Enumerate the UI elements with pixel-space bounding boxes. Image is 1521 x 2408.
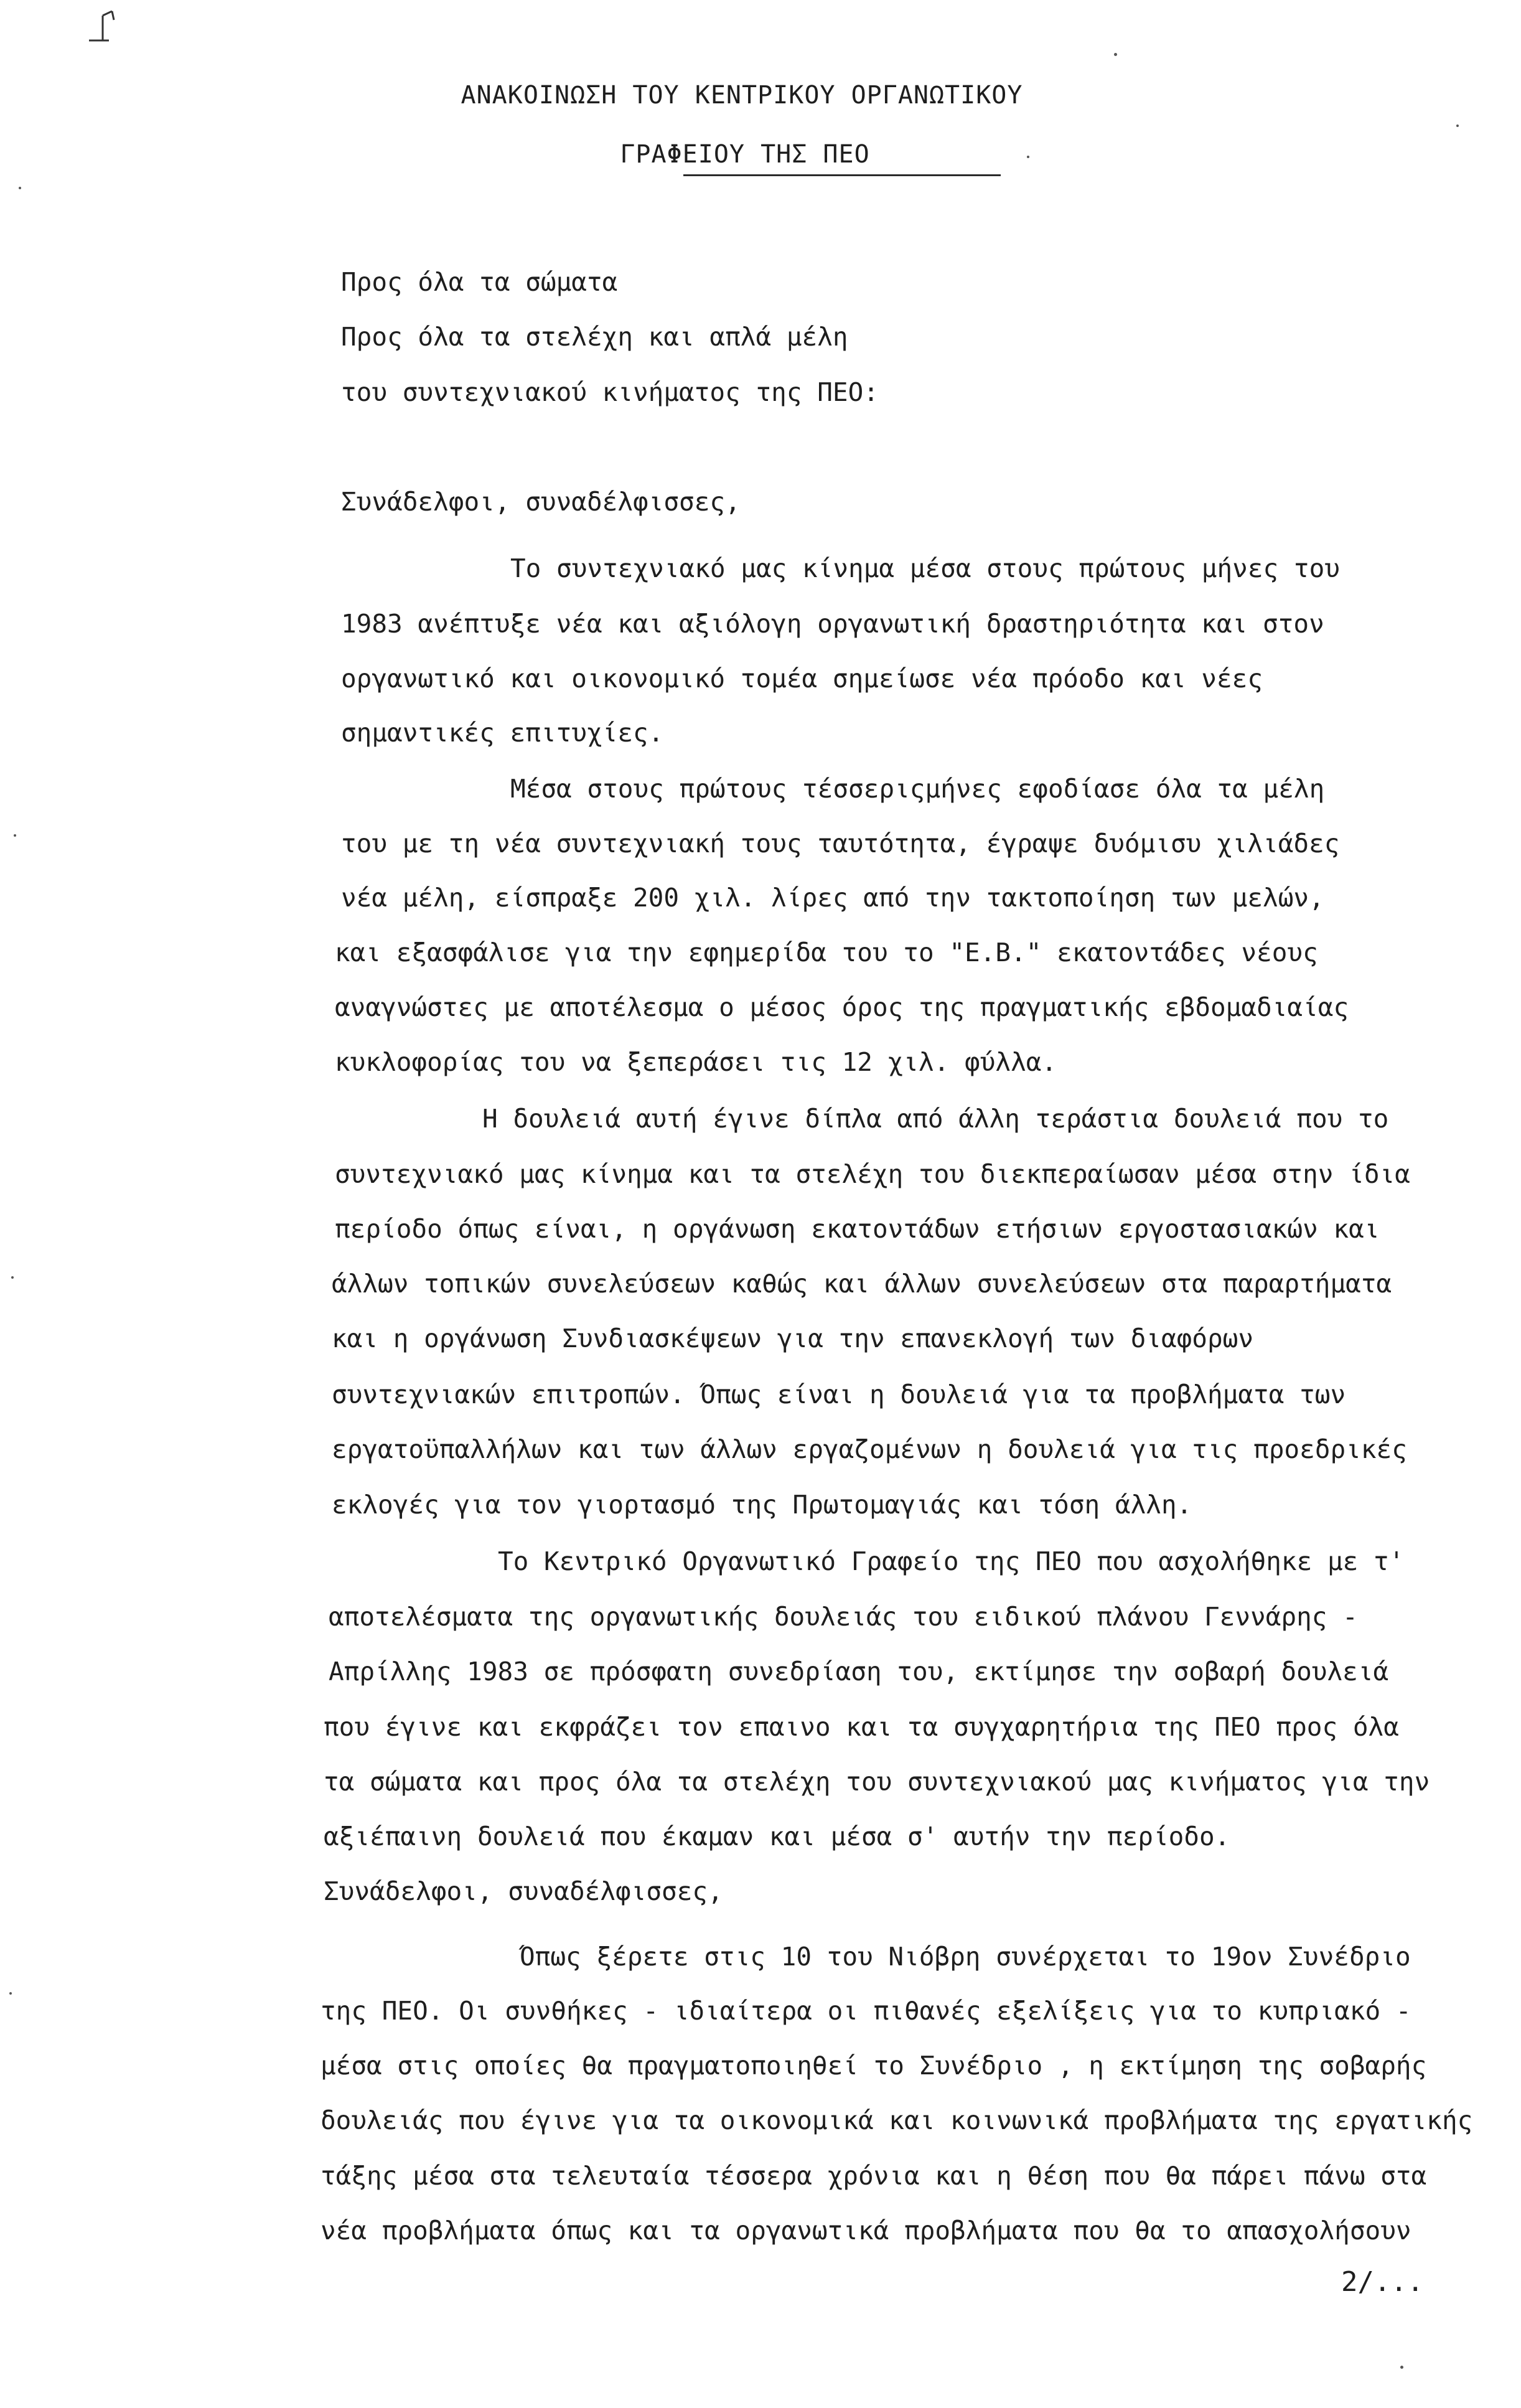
scan-speck: [11, 1276, 14, 1279]
text-line: του συντεχνιακού κινήματος της ΠΕΟ:: [341, 377, 879, 407]
document-title-line-1: ΑΝΑΚΟΙΝΩΣΗ ΤΟΥ ΚΕΝΤΡΙΚΟΥ ΟΡΓΑΝΩΤΙΚΟΥ: [461, 81, 1023, 110]
text-line: εργατοϋπαλλήλων και των άλλων εργαζομένων η δουλειά για τις προεδρικές: [332, 1434, 1407, 1464]
scan-speck: [19, 187, 21, 189]
text-line: δουλειάς που έγινε για τα οικονομικά και κοινωνικά προβλήματα της εργατικής: [321, 2105, 1473, 2135]
scan-speck: [14, 834, 16, 837]
text-line: του με τη νέα συντεχνιακή τους ταυτότητα, έγραψε δυόμισυ χιλιάδες: [341, 829, 1340, 858]
corner-ink-mark: [84, 6, 121, 50]
text-line: τάξης μέσα στα τελευταία τέσσερα χρόνια και η θέση που θα πάρει πάνω στα: [321, 2161, 1427, 2191]
text-line: περίοδο όπως είναι, η οργάνωση εκατοντάδων ετήσιων εργοστασιακών και: [335, 1214, 1380, 1244]
text-line: Προς όλα τα στελέχη και απλά μέλη: [341, 322, 848, 352]
document-title-line-2: ΓΡΑΦΕΙΟΥ ΤΗΣ ΠΕΟ: [620, 140, 870, 169]
text-line: κυκλοφορίας του να ξεπεράσει τις 12 χιλ. φύλλα.: [335, 1047, 1057, 1077]
text-line: συντεχνιακό μας κίνημα και τα στελέχη του διεκπεραίωσαν μέσα στην ίδια: [335, 1159, 1410, 1189]
scan-speck: [1400, 2366, 1403, 2369]
scan-speck: [9, 1992, 12, 1995]
text-line: εκλογές για τον γιορτασμό της Πρωτομαγιάς και τόση άλλη.: [332, 1490, 1192, 1520]
scan-speck: [1114, 53, 1117, 56]
text-line: συντεχνιακών επιτροπών. Όπως είναι η δουλειά για τα προβλήματα των: [332, 1380, 1346, 1409]
text-line: και εξασφάλισε για την εφημερίδα του το "Ε.Β." εκατοντάδες νέους: [335, 938, 1318, 967]
text-line: νέα προβλήματα όπως και τα οργανωτικά προβλήματα που θα το απασχολήσουν: [321, 2216, 1411, 2246]
text-line: Συνάδελφοι, συναδέλφισσες,: [324, 1876, 723, 1906]
scan-speck: [1456, 125, 1459, 127]
text-line: και η οργάνωση Συνδιασκέψεων για την επανεκλογή των διαφόρων: [332, 1324, 1254, 1353]
text-line: Συνάδελφοι, συναδέλφισσες,: [341, 487, 741, 517]
text-line: Προς όλα τα σώματα: [341, 267, 618, 297]
text-line: αποτελέσματα της οργανωτικής δουλειάς του ειδικού πλάνου Γεννάρης -: [329, 1602, 1358, 1632]
text-line: αξιέπαινη δουλειά που έκαμαν και μέσα σ' αυτήν την περίοδο.: [324, 1822, 1230, 1851]
text-line: 1983 ανέπτυξε νέα και αξιόλογη οργανωτική δραστηριότητα και στον: [341, 609, 1324, 639]
text-line: Μέσα στους πρώτους τέσσεριςμήνες εφοδίασε όλα τα μέλη: [510, 774, 1325, 804]
text-line: τα σώματα και προς όλα τα στελέχη του συντεχνιακού μας κινήματος για την: [324, 1767, 1430, 1797]
text-line: οργανωτικό και οικονομικό τομέα σημείωσε νέα πρόοδο και νέες: [341, 664, 1263, 694]
text-line: Το συντεχνιακό μας κίνημα μέσα στους πρώτους μήνες του: [510, 553, 1340, 583]
title-underline: [683, 174, 1001, 176]
scan-speck: [1027, 156, 1029, 158]
text-line: Απρίλλης 1983 σε πρόσφατη συνεδρίαση του, εκτίμησε την σοβαρή δουλειά: [329, 1657, 1389, 1686]
text-line: Η δουλειά αυτή έγινε δίπλα από άλλη τεράστια δουλειά που το: [482, 1104, 1389, 1134]
text-line: νέα μέλη, είσπραξε 200 χιλ. λίρες από την τακτοποίηση των μελών,: [341, 883, 1324, 913]
text-line: της ΠΕΟ. Οι συνθήκες - ιδιαίτερα οι πιθανές εξελίξεις για το κυπριακό -: [321, 1996, 1411, 2026]
text-line: αναγνώστες με αποτέλεσμα ο μέσος όρος της πραγματικής εβδομαδιαίας: [335, 992, 1349, 1022]
text-line: Όπως ξέρετε στις 10 του Νιόβρη συνέρχεται το 19ον Συνέδριο: [520, 1942, 1411, 1972]
text-line: σημαντικές επιτυχίες.: [341, 718, 664, 748]
page-number: 2/...: [1341, 2266, 1424, 2298]
text-line: μέσα στις οποίες θα πραγματοποιηθεί το Συνέδριο , η εκτίμηση της σοβαρής: [321, 2051, 1427, 2081]
text-line: άλλων τοπικών συνελεύσεων καθώς και άλλων συνελεύσεων στα παραρτήματα: [332, 1269, 1392, 1299]
text-line: Το Κεντρικό Οργανωτικό Γραφείο της ΠΕΟ που ασχολήθηκε με τ': [498, 1546, 1405, 1576]
text-line: που έγινε και εκφράζει τον επαινο και τα συγχαρητήρια της ΠΕΟ προς όλα: [324, 1712, 1399, 1742]
